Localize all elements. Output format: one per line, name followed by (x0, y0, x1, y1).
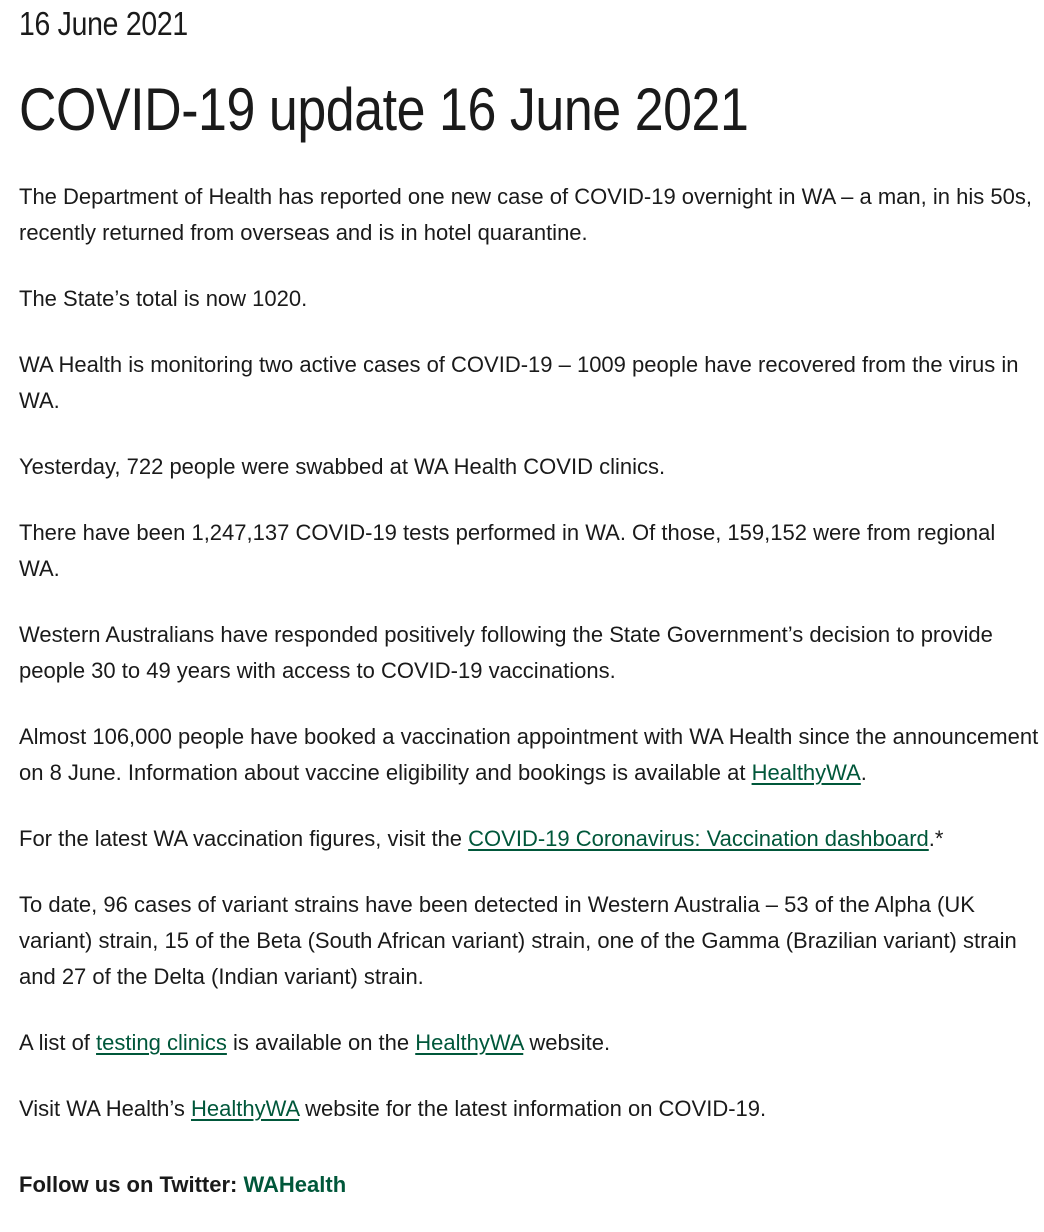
publish-date: 16 June 2021 (19, 5, 188, 42)
paragraph-vaccination-access: Western Australians have responded positively following the State Government’s decision to provide people 30 to 49 years with access to COVID-19 vaccinations. (19, 622, 993, 683)
paragraph-swabbed: Yesterday, 722 people were swabbed at WA Health COVID clinics. (19, 454, 666, 479)
bookings-text: Almost 106,000 people have booked a vaccination appointment with WA Health since the announcement on 8 June. Information about vaccine eligibility and bookings is available at (19, 724, 1039, 785)
paragraph-latest-info (19, 1091, 1041, 1127)
latest-info-text-a: Visit WA Health’s (19, 1096, 191, 1121)
dashboard-end: .* (928, 826, 944, 851)
latest-info-text-b: website for the latest information on COVID-19. (299, 1096, 767, 1121)
healthywa-clinics-link[interactable]: HealthyWA (415, 1030, 524, 1055)
paragraph-state-total: The State’s total is now 1020. (19, 286, 308, 311)
paragraph-tests: There have been 1,247,137 COVID-19 tests performed in WA. Of those, 159,152 were from regional WA. (19, 520, 996, 581)
paragraph-dashboard (19, 821, 1041, 857)
twitter-follow (19, 1167, 1041, 1203)
follow-label: Follow us on Twitter: (19, 1172, 244, 1197)
clinics-text-a: A list of (19, 1030, 97, 1055)
healthywa-link[interactable]: HealthyWA (751, 760, 861, 785)
paragraph-variants: To date, 96 cases of variant strains have been detected in Western Australia – 53 of the Alpha (UK variant) strain, 15 of the Beta (South African variant) strain, one of the Gamma (Brazilian variant) strain and 27 of the Delta (Indian variant) strain. (19, 892, 1017, 989)
dashboard-text: For the latest WA vaccination figures, visit the (19, 826, 469, 851)
article (19, 0, 1041, 1203)
paragraph-testing-clinics (19, 1025, 1041, 1061)
page-title: COVID-19 update 16 June 2021 (19, 76, 749, 143)
article-body (19, 179, 1041, 1127)
clinics-text-b: is available on the (226, 1030, 416, 1055)
healthywa-info-link[interactable]: HealthyWA (191, 1096, 300, 1121)
paragraph-active-cases: WA Health is monitoring two active cases of COVID-19 – 1009 people have recovered from the virus in WA. (19, 352, 1019, 413)
paragraph-new-case: The Department of Health has reported one new case of COVID-19 overnight in WA – a man, in his 50s, recently returned from overseas and is in hotel quarantine. (19, 184, 1032, 245)
paragraph-bookings (19, 719, 1041, 791)
vaccination-dashboard-link[interactable]: COVID-19 Coronavirus: Vaccination dashboard (468, 826, 929, 851)
bookings-end: . (860, 760, 867, 785)
twitter-handle-link[interactable]: WAHealth (243, 1172, 347, 1197)
testing-clinics-link[interactable]: testing clinics (96, 1030, 227, 1055)
clinics-text-c: website. (523, 1030, 611, 1055)
